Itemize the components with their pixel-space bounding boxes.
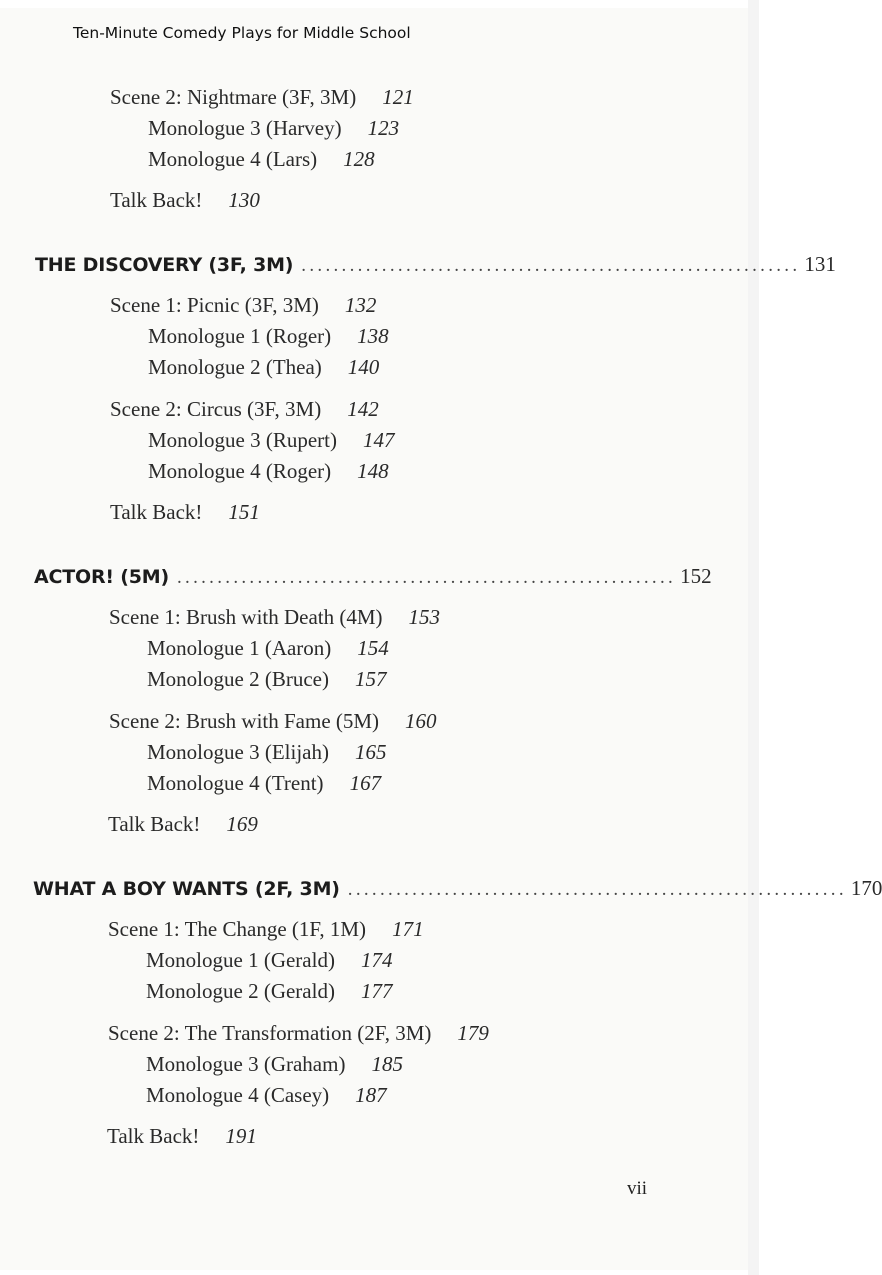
page-number: 179 bbox=[457, 1021, 489, 1045]
monologue-label: Monologue 2 (Gerald) bbox=[146, 979, 335, 1003]
toc-talk-back-entry[interactable] bbox=[110, 502, 260, 523]
toc-play-heading[interactable] bbox=[33, 876, 882, 900]
page-folio: vii bbox=[627, 1178, 648, 1199]
toc-play-heading[interactable] bbox=[34, 564, 712, 588]
monologue-label: Monologue 2 (Thea) bbox=[148, 355, 322, 379]
toc-monologue-entry[interactable] bbox=[146, 1054, 403, 1075]
toc-scene-entry[interactable] bbox=[110, 399, 379, 420]
scene-label: Scene 1: The Change (1F, 1M) bbox=[108, 917, 367, 941]
scene-label: Scene 2: Brush with Fame (5M) bbox=[109, 709, 380, 733]
page-number: 123 bbox=[367, 116, 400, 140]
page-number: 160 bbox=[405, 709, 437, 733]
toc-scene-entry[interactable] bbox=[108, 919, 424, 940]
toc-talk-back-entry[interactable] bbox=[110, 190, 260, 211]
page-number: 170 bbox=[850, 876, 882, 900]
monologue-label: Monologue 1 (Aaron) bbox=[147, 636, 332, 660]
monologue-label: Monologue 1 (Gerald) bbox=[146, 948, 335, 972]
page-number: 140 bbox=[347, 355, 380, 379]
play-title: WHAT A BOY WANTS (2F, 3M) bbox=[33, 878, 340, 900]
monologue-label: Monologue 4 (Roger) bbox=[148, 459, 332, 483]
toc-monologue-entry[interactable] bbox=[146, 950, 392, 971]
talk-back-label: Talk Back! bbox=[110, 188, 203, 212]
page-number: 171 bbox=[392, 917, 424, 941]
page-number: 152 bbox=[680, 564, 712, 588]
scene-label: Scene 1: Brush with Death (4M) bbox=[109, 605, 383, 629]
toc-scene-entry[interactable] bbox=[109, 607, 440, 628]
page-number: 167 bbox=[349, 771, 382, 795]
toc-scene-entry[interactable] bbox=[110, 87, 414, 108]
page-number: 153 bbox=[408, 605, 441, 629]
page-number: 128 bbox=[343, 147, 375, 171]
scene-label: Scene 2: Nightmare (3F, 3M) bbox=[110, 85, 357, 109]
page-number: 138 bbox=[357, 324, 389, 348]
page-number: 187 bbox=[355, 1083, 387, 1107]
page-number: 154 bbox=[357, 636, 389, 660]
scene-label: Scene 2: The Transformation (2F, 3M) bbox=[108, 1021, 432, 1045]
toc-monologue-entry[interactable] bbox=[148, 461, 389, 482]
toc-play-heading[interactable] bbox=[35, 252, 836, 276]
dot-leader: .............................................................. bbox=[176, 567, 677, 588]
toc-scene-entry[interactable] bbox=[110, 295, 376, 316]
page-number: 191 bbox=[225, 1124, 257, 1148]
scene-label: Scene 1: Picnic (3F, 3M) bbox=[110, 293, 319, 317]
page-number: 131 bbox=[804, 252, 836, 276]
toc-monologue-entry[interactable] bbox=[147, 669, 386, 690]
toc-monologue-entry[interactable] bbox=[148, 357, 379, 378]
page-number: 151 bbox=[228, 500, 260, 524]
scene-label: Scene 2: Circus (3F, 3M) bbox=[110, 397, 322, 421]
monologue-label: Monologue 3 (Elijah) bbox=[147, 740, 329, 764]
toc-monologue-entry[interactable] bbox=[146, 981, 392, 1002]
talk-back-label: Talk Back! bbox=[110, 500, 203, 524]
monologue-label: Monologue 4 (Lars) bbox=[148, 147, 318, 171]
toc-monologue-entry[interactable] bbox=[147, 638, 389, 659]
toc-talk-back-entry[interactable] bbox=[108, 814, 258, 835]
toc-scene-entry[interactable] bbox=[108, 1023, 489, 1044]
monologue-label: Monologue 3 (Harvey) bbox=[148, 116, 342, 140]
toc-monologue-entry[interactable] bbox=[147, 742, 386, 763]
page-number: 174 bbox=[360, 948, 393, 972]
page-edge bbox=[748, 0, 759, 1275]
page-number: 121 bbox=[382, 85, 414, 109]
page-number: 185 bbox=[371, 1052, 403, 1076]
talk-back-label: Talk Back! bbox=[108, 812, 201, 836]
page-number: 130 bbox=[228, 188, 260, 212]
toc-talk-back-entry[interactable] bbox=[107, 1126, 257, 1147]
monologue-label: Monologue 3 (Rupert) bbox=[148, 428, 337, 452]
play-title: THE DISCOVERY (3F, 3M) bbox=[35, 254, 294, 276]
dot-leader: .............................................................. bbox=[301, 255, 801, 276]
toc-scene-entry[interactable] bbox=[109, 711, 437, 732]
talk-back-label: Talk Back! bbox=[107, 1124, 200, 1148]
monologue-label: Monologue 4 (Casey) bbox=[146, 1083, 330, 1107]
running-head: Ten-Minute Comedy Plays for Middle School bbox=[73, 24, 411, 42]
page-number: 177 bbox=[360, 979, 393, 1003]
toc-monologue-entry[interactable] bbox=[148, 118, 399, 139]
monologue-label: Monologue 3 (Graham) bbox=[146, 1052, 346, 1076]
toc-monologue-entry[interactable] bbox=[148, 430, 394, 451]
page-number: 142 bbox=[347, 397, 379, 421]
monologue-label: Monologue 4 (Trent) bbox=[147, 771, 324, 795]
toc-monologue-entry[interactable] bbox=[146, 1085, 387, 1106]
page-number: 169 bbox=[226, 812, 258, 836]
dot-leader: .............................................................. bbox=[347, 879, 847, 900]
page-number: 148 bbox=[357, 459, 389, 483]
toc-monologue-entry[interactable] bbox=[148, 149, 375, 170]
play-title: ACTOR! (5M) bbox=[34, 566, 169, 588]
page-number: 132 bbox=[344, 293, 377, 317]
toc-monologue-entry[interactable] bbox=[148, 326, 389, 347]
page-number: 165 bbox=[354, 740, 387, 764]
monologue-label: Monologue 2 (Bruce) bbox=[147, 667, 329, 691]
page-number: 147 bbox=[362, 428, 395, 452]
page-number: 157 bbox=[354, 667, 387, 691]
toc-monologue-entry[interactable] bbox=[147, 773, 381, 794]
monologue-label: Monologue 1 (Roger) bbox=[148, 324, 332, 348]
